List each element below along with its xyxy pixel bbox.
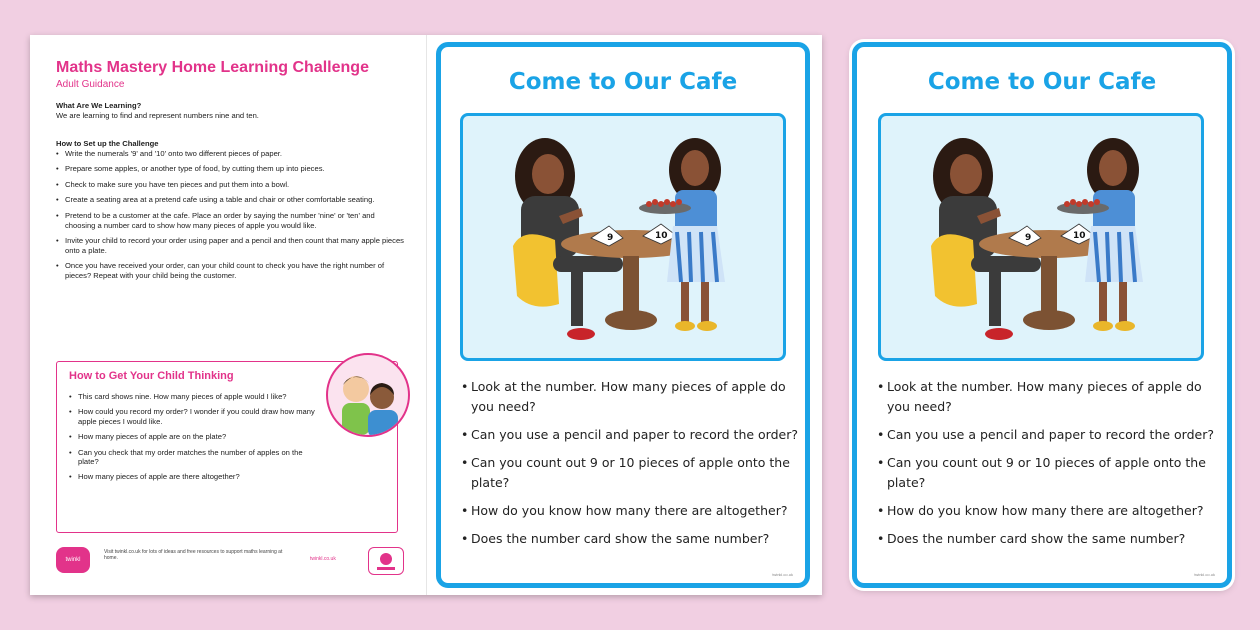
children-illustration xyxy=(326,353,410,437)
question-item: • Can you count out 9 or 10 pieces of apple onto the plate? xyxy=(877,453,1223,493)
question-item: • How do you know how many there are altogether? xyxy=(877,501,1223,521)
thinking-item: • How many pieces of apple are on the plate? xyxy=(69,432,319,441)
card-title: Come to Our Cafe xyxy=(927,69,1157,95)
setup-section xyxy=(56,139,406,287)
question-item: • Look at the number. How many pieces of apple do you need? xyxy=(877,377,1223,417)
twinkl-logo: twinkl xyxy=(56,547,90,573)
thinking-item: • How many pieces of apple are there altogether? xyxy=(69,472,319,481)
learning-text: We are learning to find and represent numbers nine and ten. xyxy=(56,110,259,120)
question-item: • How do you know how many there are altogether? xyxy=(461,501,807,521)
number-card-10: 10 xyxy=(655,231,668,241)
cafe-illustration xyxy=(460,113,786,361)
thinking-item: • Can you check that my order matches the number of apples on the plate? xyxy=(69,448,319,467)
guidance-subtitle: Adult Guidance xyxy=(56,79,125,90)
question-item: • Does the number card show the same number? xyxy=(461,529,807,549)
question-item: • Can you use a pencil and paper to record the order? xyxy=(461,425,807,445)
adult-guidance-page xyxy=(30,35,426,595)
setup-step: • Create a seating area at a pretend cafe using a table and chair or other comfortable seating. xyxy=(56,195,406,205)
number-card-9: 9 xyxy=(1025,233,1032,243)
question-item: • Look at the number. How many pieces of apple do you need? xyxy=(461,377,807,417)
cafe-illustration xyxy=(878,113,1204,361)
page-fold xyxy=(426,35,427,595)
number-card-10: 10 xyxy=(1073,231,1086,241)
setup-step: • Write the numerals '9' and '10' onto two different pieces of paper. xyxy=(56,149,406,159)
learning-section xyxy=(56,101,406,120)
question-list xyxy=(877,377,1223,557)
thinking-item: • How could you record my order? I wonder if you could draw how many apple pieces I would like. xyxy=(69,407,319,426)
question-list xyxy=(461,377,807,557)
question-item: • Can you count out 9 or 10 pieces of apple onto the plate? xyxy=(461,453,807,493)
question-item: • Does the number card show the same number? xyxy=(877,529,1223,549)
cafe-card-printed xyxy=(436,42,810,588)
setup-step: • Invite your child to record your order using paper and a pencil and then count that many apple pieces onto a plate. xyxy=(56,236,406,255)
thinking-title: How to Get Your Child Thinking xyxy=(69,370,234,382)
setup-list xyxy=(56,149,406,281)
thinking-list xyxy=(69,392,319,488)
card-footer: twinkl.co.uk xyxy=(1194,572,1215,577)
setup-step: • Check to make sure you have ten pieces and put them into a bowl. xyxy=(56,180,406,190)
setup-step: • Prepare some apples, or another type of food, by cutting them up into pieces. xyxy=(56,164,406,174)
cafe-card-cutout xyxy=(852,42,1232,588)
card-footer: twinkl.co.uk xyxy=(772,572,793,577)
question-item: • Can you use a pencil and paper to record the order? xyxy=(877,425,1223,445)
footer-url: twinkl.co.uk xyxy=(310,556,336,562)
setup-step: • Once you have received your order, can your child count to check you have the right number of pieces? Repeat with your child being the customer. xyxy=(56,261,406,280)
guidance-footer xyxy=(56,547,406,577)
card-title: Come to Our Cafe xyxy=(508,69,738,95)
learning-heading: What Are We Learning? xyxy=(56,101,142,110)
setup-heading: How to Set up the Challenge xyxy=(56,139,159,148)
thinking-item: • This card shows nine. How many pieces of apple would I like? xyxy=(69,392,319,401)
setup-step: • Pretend to be a customer at the cafe. Place an order by saying the number 'nine' or 'ten' and choosing a number card to show how many pieces of apple you would like. xyxy=(56,211,406,230)
maths-mastery-logo xyxy=(368,547,404,575)
footer-note: Visit twinkl.co.uk for lots of ideas and free resources to support maths learning at home. xyxy=(104,549,283,561)
number-card-9: 9 xyxy=(607,233,614,243)
guidance-title: Maths Mastery Home Learning Challenge xyxy=(56,59,369,76)
